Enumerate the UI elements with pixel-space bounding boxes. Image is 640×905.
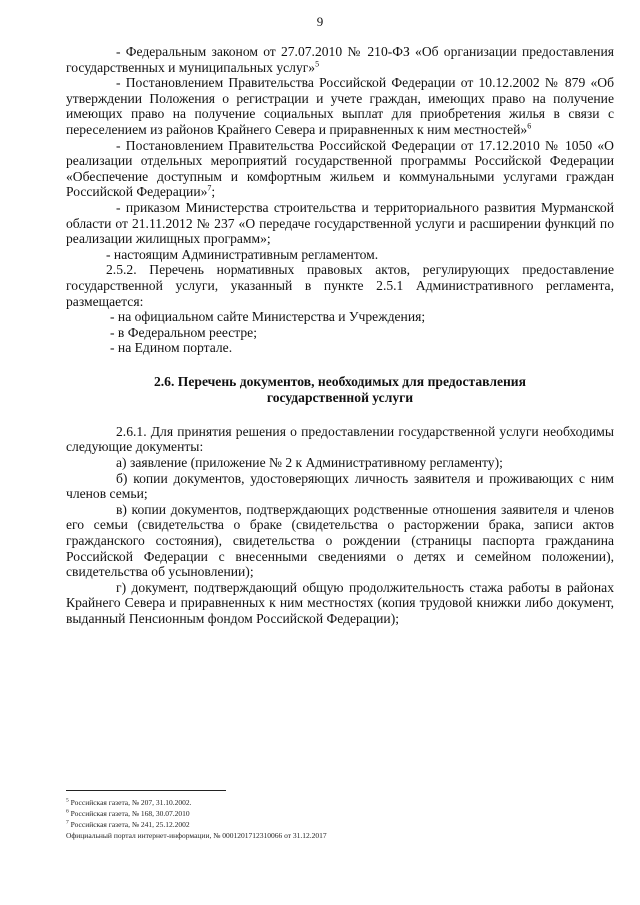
footnote-number: 6 (66, 808, 69, 815)
list-item: - в Федеральном реестре; (110, 324, 257, 340)
list-item-a: а) заявление (приложение № 2 к Административному регламенту); (116, 455, 503, 471)
footnote-text: Российская газета, № 207, 31.10.2002. (70, 798, 192, 807)
footnote-text: Российская газета, № 241, 25.12.2002 (70, 820, 190, 829)
paragraph-decree-1050: - Постановлением Правительства Российской Федерации от 17.12.2010 № 1050 «О реализации отдельных мероприятий государственной программы Российской Федерации «Обеспечение доступным и комфортным жильем и коммунальными услугами граждан Российской Федерации»$^7$; (66, 137, 614, 200)
paragraph-2-5-2: 2.5.2. Перечень нормативных правовых актов, регулирующих предоставление государственной услуги, указанный в пункте 2.5.1 Административного регламента, размещается: (66, 262, 614, 309)
footnote (66, 797, 327, 808)
footnotes (66, 797, 327, 841)
footnote-ref: 5 (315, 59, 320, 69)
footnote-number: 7 (66, 819, 69, 826)
page-number: 9 (316, 14, 324, 29)
footnote-text: Российская газета, № 168, 30.07.2010 (70, 809, 190, 818)
footnote (66, 808, 327, 819)
paragraph-law-210 (66, 44, 614, 75)
footnote (66, 819, 327, 830)
footnote-number: 5 (66, 797, 69, 804)
paragraph-text: - Постановлением Правительства Российской Федерации от 10.12.2002 № 879 «Об утверждении Положения о регистрации и учете граждан, имеющих право на получение имеющих право на получение социальных выплат для приобретения жилья в связи с переселением из районов Крайнего Севера и приравненных к ним местностей» (66, 75, 614, 137)
list-item-v: в) копии документов, подтверждающих родственные отношения заявителя и членов его семьи (свидетельства о браке (свидетельства о расторжении брака, записи актов гражданского состояния), свидетельства о рождении (страницы паспорта гражданина Российской Федерации с внесенными сведениями о детях и семейном положении), свидетельства об усыновлении); (66, 501, 614, 580)
paragraph-text: - Федеральным законом от 27.07.2010 № 210-ФЗ «Об организации предоставления государственных и муниципальных услуг» (66, 44, 614, 75)
paragraph-decree-879 (66, 75, 614, 137)
paragraph-regulation: - настоящим Административным регламентом. (106, 246, 379, 262)
paragraph-2-6-1: 2.6.1. Для принятия решения о предоставлении государственной услуги необходимы следующие документы: (66, 423, 614, 455)
section-heading: 2.6. Перечень документов, необходимых для предоставления государственной услуги (153, 373, 526, 405)
footnote-text: Официальный портал интернет-информации, № 0001201712310066 от 31.12.2017 (66, 831, 327, 840)
footnote-divider (66, 790, 226, 791)
footnote (66, 830, 327, 841)
footnote-ref: 6 (527, 121, 532, 131)
list-item-b: б) копии документов, удостоверяющих личность заявителя и проживающих с ним членов семьи; (66, 470, 614, 502)
footnote-ref: 7 (207, 183, 212, 193)
paragraph-text: - Постановлением Правительства Российской Федерации от 17.12.2010 № 1050 «О реализации отдельных мероприятий государственной программы Российской Федерации «Обеспечение доступным и комфортным жильем и коммунальными услугами граждан Российской Федерации» (66, 137, 614, 200)
page-body (66, 44, 614, 627)
list-item: - на Едином портале. (110, 340, 233, 356)
paragraph-order-237: - приказом Министерства строительства и территориального развития Мурманской области от 21.11.2012 № 237 «О передаче государственной услуги и расширении функций по реализации жилищных программ»; (66, 199, 614, 247)
list-item: - на официальном сайте Министерства и Учреждения; (110, 309, 426, 325)
list-item-g: г) документ, подтверждающий общую продолжительность стажа работы в районах Крайнего Севера и приравненных к ним местностях (копия трудовой книжки либо документ, выданный Пенсионным фондом Российской Федерации); (66, 579, 614, 626)
